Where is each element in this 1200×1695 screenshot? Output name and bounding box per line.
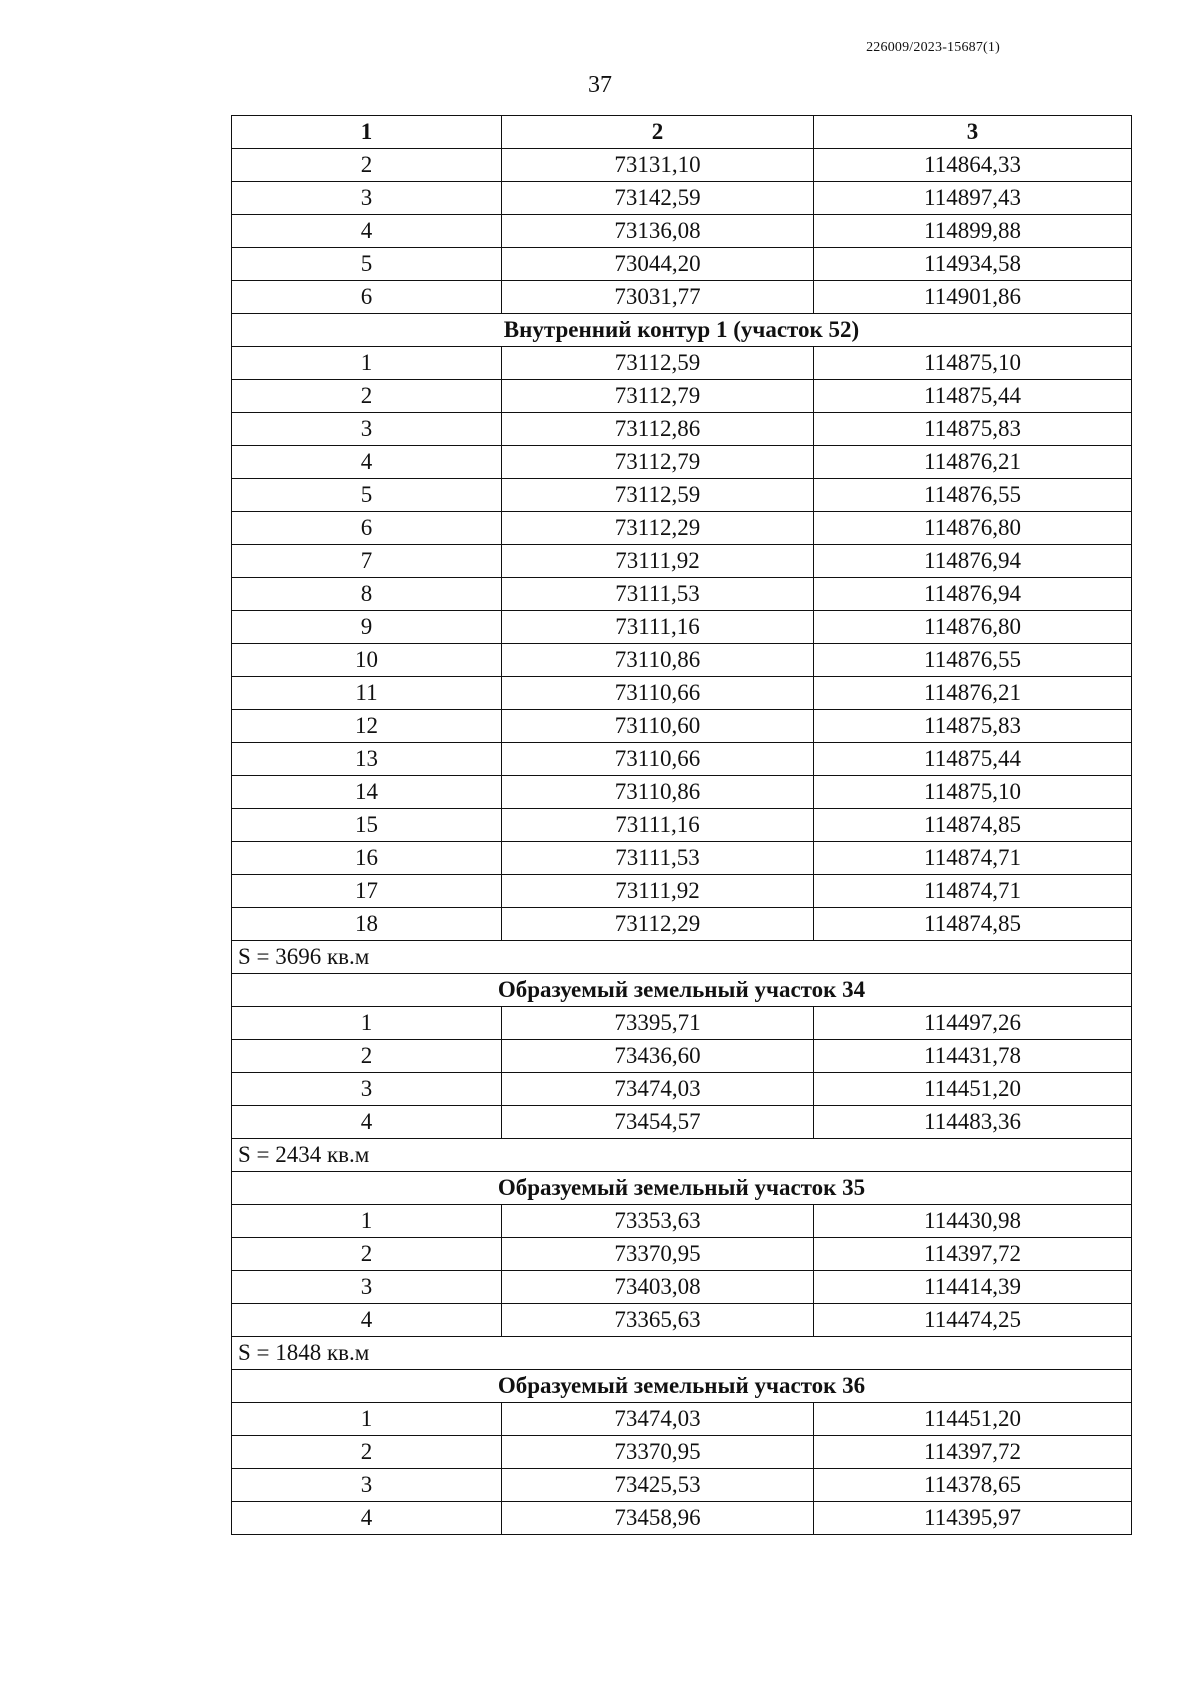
point-number-cell: 3 [232, 1073, 502, 1106]
y-coordinate-cell: 114864,33 [814, 149, 1132, 182]
table-header-row [232, 116, 1132, 149]
point-number-cell: 14 [232, 776, 502, 809]
coordinates-table-body [232, 116, 1132, 1535]
point-number-cell: 4 [232, 215, 502, 248]
x-coordinate-cell: 73112,29 [502, 512, 814, 545]
point-number-cell: 1 [232, 1205, 502, 1238]
area-row [232, 1139, 1132, 1172]
table-row [232, 809, 1132, 842]
page-number: 37 [588, 72, 612, 98]
x-coordinate-cell: 73403,08 [502, 1271, 814, 1304]
table-row [232, 1007, 1132, 1040]
table-row [232, 1205, 1132, 1238]
x-coordinate-cell: 73370,95 [502, 1436, 814, 1469]
y-coordinate-cell: 114451,20 [814, 1073, 1132, 1106]
point-number-cell: 2 [232, 1040, 502, 1073]
point-number-cell: 2 [232, 1436, 502, 1469]
table-row [232, 1469, 1132, 1502]
x-coordinate-cell: 73458,96 [502, 1502, 814, 1535]
point-number-cell: 7 [232, 545, 502, 578]
table-row [232, 149, 1132, 182]
table-row [232, 1403, 1132, 1436]
point-number-cell: 5 [232, 248, 502, 281]
table-row [232, 1238, 1132, 1271]
table-row [232, 182, 1132, 215]
x-coordinate-cell: 73111,16 [502, 809, 814, 842]
point-number-cell: 15 [232, 809, 502, 842]
y-coordinate-cell: 114875,10 [814, 347, 1132, 380]
x-coordinate-cell: 73112,79 [502, 446, 814, 479]
point-number-cell: 5 [232, 479, 502, 512]
y-coordinate-cell: 114897,43 [814, 182, 1132, 215]
x-coordinate-cell: 73110,86 [502, 776, 814, 809]
table-row [232, 248, 1132, 281]
point-number-cell: 12 [232, 710, 502, 743]
column-header-x: 2 [502, 116, 814, 149]
y-coordinate-cell: 114934,58 [814, 248, 1132, 281]
section-heading-row [232, 974, 1132, 1007]
point-number-cell: 18 [232, 908, 502, 941]
x-coordinate-cell: 73111,92 [502, 875, 814, 908]
x-coordinate-cell: 73370,95 [502, 1238, 814, 1271]
table-row [232, 578, 1132, 611]
x-coordinate-cell: 73111,16 [502, 611, 814, 644]
x-coordinate-cell: 73454,57 [502, 1106, 814, 1139]
y-coordinate-cell: 114430,98 [814, 1205, 1132, 1238]
area-row [232, 941, 1132, 974]
point-number-cell: 11 [232, 677, 502, 710]
y-coordinate-cell: 114875,83 [814, 413, 1132, 446]
point-number-cell: 16 [232, 842, 502, 875]
x-coordinate-cell: 73111,53 [502, 842, 814, 875]
y-coordinate-cell: 114483,36 [814, 1106, 1132, 1139]
point-number-cell: 1 [232, 1403, 502, 1436]
x-coordinate-cell: 73142,59 [502, 182, 814, 215]
point-number-cell: 2 [232, 149, 502, 182]
x-coordinate-cell: 73110,66 [502, 743, 814, 776]
x-coordinate-cell: 73365,63 [502, 1304, 814, 1337]
table-row [232, 281, 1132, 314]
table-row [232, 776, 1132, 809]
x-coordinate-cell: 73112,59 [502, 479, 814, 512]
section-heading: Образуемый земельный участок 34 [232, 974, 1132, 1007]
table-row [232, 1106, 1132, 1139]
y-coordinate-cell: 114874,71 [814, 875, 1132, 908]
y-coordinate-cell: 114414,39 [814, 1271, 1132, 1304]
table-row [232, 512, 1132, 545]
x-coordinate-cell: 73112,79 [502, 380, 814, 413]
point-number-cell: 8 [232, 578, 502, 611]
y-coordinate-cell: 114874,85 [814, 809, 1132, 842]
point-number-cell: 3 [232, 1271, 502, 1304]
y-coordinate-cell: 114497,26 [814, 1007, 1132, 1040]
table-row [232, 479, 1132, 512]
x-coordinate-cell: 73136,08 [502, 215, 814, 248]
point-number-cell: 3 [232, 1469, 502, 1502]
x-coordinate-cell: 73474,03 [502, 1073, 814, 1106]
table-row [232, 677, 1132, 710]
y-coordinate-cell: 114395,97 [814, 1502, 1132, 1535]
y-coordinate-cell: 114874,71 [814, 842, 1132, 875]
y-coordinate-cell: 114431,78 [814, 1040, 1132, 1073]
table-row [232, 347, 1132, 380]
point-number-cell: 9 [232, 611, 502, 644]
y-coordinate-cell: 114876,55 [814, 644, 1132, 677]
column-header-y: 3 [814, 116, 1132, 149]
y-coordinate-cell: 114474,25 [814, 1304, 1132, 1337]
x-coordinate-cell: 73425,53 [502, 1469, 814, 1502]
x-coordinate-cell: 73044,20 [502, 248, 814, 281]
y-coordinate-cell: 114876,94 [814, 578, 1132, 611]
x-coordinate-cell: 73395,71 [502, 1007, 814, 1040]
point-number-cell: 1 [232, 1007, 502, 1040]
x-coordinate-cell: 73031,77 [502, 281, 814, 314]
x-coordinate-cell: 73436,60 [502, 1040, 814, 1073]
point-number-cell: 4 [232, 446, 502, 479]
point-number-cell: 4 [232, 1304, 502, 1337]
section-heading: Образуемый земельный участок 36 [232, 1370, 1132, 1403]
column-header-point: 1 [232, 116, 502, 149]
y-coordinate-cell: 114876,21 [814, 677, 1132, 710]
x-coordinate-cell: 73112,29 [502, 908, 814, 941]
x-coordinate-cell: 73474,03 [502, 1403, 814, 1436]
table-row [232, 908, 1132, 941]
point-number-cell: 4 [232, 1502, 502, 1535]
point-number-cell: 10 [232, 644, 502, 677]
table-row [232, 446, 1132, 479]
table-row [232, 413, 1132, 446]
point-number-cell: 3 [232, 182, 502, 215]
section-heading-row [232, 1370, 1132, 1403]
y-coordinate-cell: 114397,72 [814, 1436, 1132, 1469]
x-coordinate-cell: 73131,10 [502, 149, 814, 182]
table-row [232, 215, 1132, 248]
y-coordinate-cell: 114874,85 [814, 908, 1132, 941]
y-coordinate-cell: 114899,88 [814, 215, 1132, 248]
table-row [232, 1304, 1132, 1337]
document-id: 226009/2023-15687(1) [866, 40, 1000, 55]
y-coordinate-cell: 114876,80 [814, 512, 1132, 545]
area-value: S = 3696 кв.м [232, 941, 1132, 974]
section-heading: Образуемый земельный участок 35 [232, 1172, 1132, 1205]
table-row [232, 380, 1132, 413]
x-coordinate-cell: 73112,86 [502, 413, 814, 446]
coordinates-table [231, 115, 1132, 1535]
y-coordinate-cell: 114875,44 [814, 380, 1132, 413]
section-heading: Внутренний контур 1 (участок 52) [232, 314, 1132, 347]
area-value: S = 2434 кв.м [232, 1139, 1132, 1172]
x-coordinate-cell: 73111,53 [502, 578, 814, 611]
table-row [232, 1502, 1132, 1535]
y-coordinate-cell: 114875,44 [814, 743, 1132, 776]
x-coordinate-cell: 73353,63 [502, 1205, 814, 1238]
table-row [232, 875, 1132, 908]
y-coordinate-cell: 114876,55 [814, 479, 1132, 512]
point-number-cell: 13 [232, 743, 502, 776]
table-row [232, 1073, 1132, 1106]
table-row [232, 743, 1132, 776]
point-number-cell: 6 [232, 512, 502, 545]
section-heading-row [232, 314, 1132, 347]
y-coordinate-cell: 114397,72 [814, 1238, 1132, 1271]
point-number-cell: 1 [232, 347, 502, 380]
table-row [232, 545, 1132, 578]
x-coordinate-cell: 73110,60 [502, 710, 814, 743]
point-number-cell: 3 [232, 413, 502, 446]
table-row [232, 644, 1132, 677]
x-coordinate-cell: 73110,66 [502, 677, 814, 710]
table-row [232, 710, 1132, 743]
table-row [232, 842, 1132, 875]
table-row [232, 611, 1132, 644]
table-row [232, 1040, 1132, 1073]
section-heading-row [232, 1172, 1132, 1205]
x-coordinate-cell: 73112,59 [502, 347, 814, 380]
point-number-cell: 6 [232, 281, 502, 314]
point-number-cell: 2 [232, 1238, 502, 1271]
area-value: S = 1848 кв.м [232, 1337, 1132, 1370]
y-coordinate-cell: 114876,21 [814, 446, 1132, 479]
y-coordinate-cell: 114901,86 [814, 281, 1132, 314]
y-coordinate-cell: 114875,10 [814, 776, 1132, 809]
y-coordinate-cell: 114451,20 [814, 1403, 1132, 1436]
x-coordinate-cell: 73111,92 [502, 545, 814, 578]
point-number-cell: 2 [232, 380, 502, 413]
x-coordinate-cell: 73110,86 [502, 644, 814, 677]
point-number-cell: 17 [232, 875, 502, 908]
point-number-cell: 4 [232, 1106, 502, 1139]
table-row [232, 1436, 1132, 1469]
y-coordinate-cell: 114875,83 [814, 710, 1132, 743]
y-coordinate-cell: 114378,65 [814, 1469, 1132, 1502]
y-coordinate-cell: 114876,80 [814, 611, 1132, 644]
area-row [232, 1337, 1132, 1370]
table-row [232, 1271, 1132, 1304]
y-coordinate-cell: 114876,94 [814, 545, 1132, 578]
